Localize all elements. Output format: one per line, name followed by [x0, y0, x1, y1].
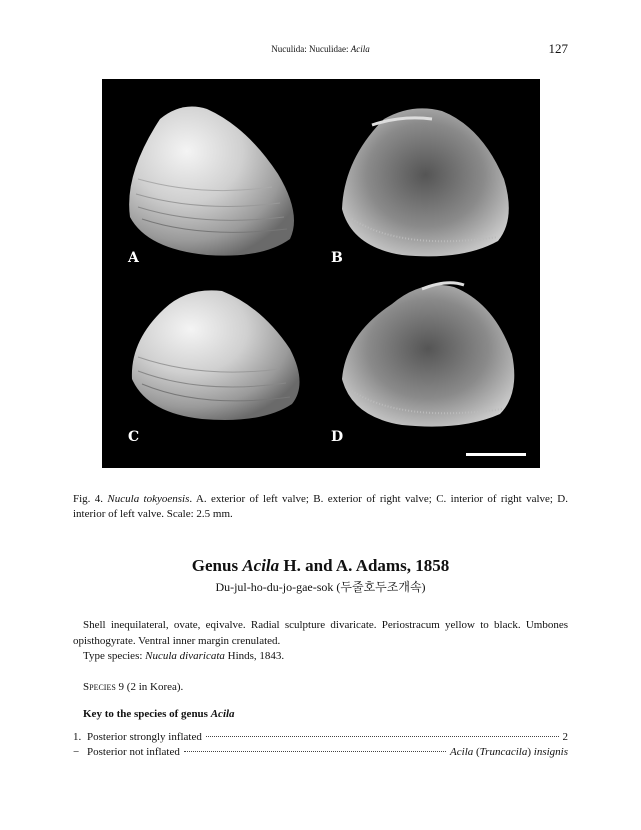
key-row	[73, 731, 568, 743]
key-row-result: Acila (Truncacila) insignis	[450, 746, 568, 758]
key-row-result: 2	[562, 731, 568, 743]
species-count	[83, 681, 183, 693]
running-head-text: Nuculida: Nuculidae:	[271, 44, 351, 54]
scale-bar	[466, 453, 526, 456]
result-species: insignis	[533, 746, 568, 758]
figure-plate	[102, 79, 540, 468]
species-label-rest: PECIES	[89, 683, 116, 692]
dot-leader	[184, 751, 446, 752]
caption-text: . A. exterior of left valve; B. exterior of right valve; C. interior of right valve; D. interior of left valve. Scale: 2.5 mm.	[73, 493, 568, 520]
shell-panel-c	[132, 290, 300, 420]
panel-label-d: D	[331, 429, 344, 445]
caption-label: Fig. 4.	[73, 493, 104, 505]
key-heading	[83, 708, 235, 720]
page-number: 127	[548, 41, 568, 56]
result-subgenus: Truncacila	[479, 746, 528, 758]
caption-species: Nucula tokyoensis	[107, 493, 190, 505]
genus-title-name: Acila	[242, 556, 280, 575]
panel-label-a: A	[128, 250, 139, 266]
key-row-text: Posterior strongly inflated	[87, 731, 202, 743]
running-head-genus: Acila	[350, 44, 370, 54]
key-heading-text: Key to the species of genus	[83, 708, 211, 720]
key-row-text: Posterior not inflated	[87, 746, 180, 758]
shell-panel-a	[129, 107, 294, 256]
running-head	[0, 44, 641, 54]
genus-description: Shell inequilateral, ovate, eqivalve. Radial sculpture divaricate. Periostracum yellow to black. Umbones opisthogyrate. Ventral inner margin crenulated.	[73, 619, 568, 647]
species-label-initial: S	[83, 681, 90, 693]
key-heading-genus: Acila	[210, 708, 235, 720]
key-row-number: −	[73, 746, 80, 758]
genus-korean-name: Du-jul-ho-du-jo-gae-sok (두줄호두조개속)	[215, 580, 426, 594]
type-species-label: Type species:	[83, 650, 146, 662]
figure-caption	[73, 492, 568, 522]
result-genus: Acila	[450, 746, 474, 758]
key-row	[73, 746, 568, 758]
type-species-author: Hinds, 1843.	[224, 650, 285, 662]
type-species	[83, 650, 284, 662]
panel-label-b: B	[331, 250, 343, 266]
genus-title-prefix: Genus	[191, 556, 243, 575]
shell-panel-d	[342, 283, 514, 427]
shell-panel-b	[342, 108, 509, 256]
type-species-name: Nucula divaricata	[145, 650, 225, 662]
genus-title-author: H. and A. Adams, 1858	[279, 556, 450, 575]
shell-photographs	[102, 79, 540, 468]
dot-leader	[206, 736, 559, 737]
genus-title	[0, 556, 641, 576]
species-count-value: 9 (2 in Korea).	[115, 681, 184, 693]
panel-label-c: C	[128, 429, 140, 445]
key-row-number: 1.	[73, 731, 82, 743]
